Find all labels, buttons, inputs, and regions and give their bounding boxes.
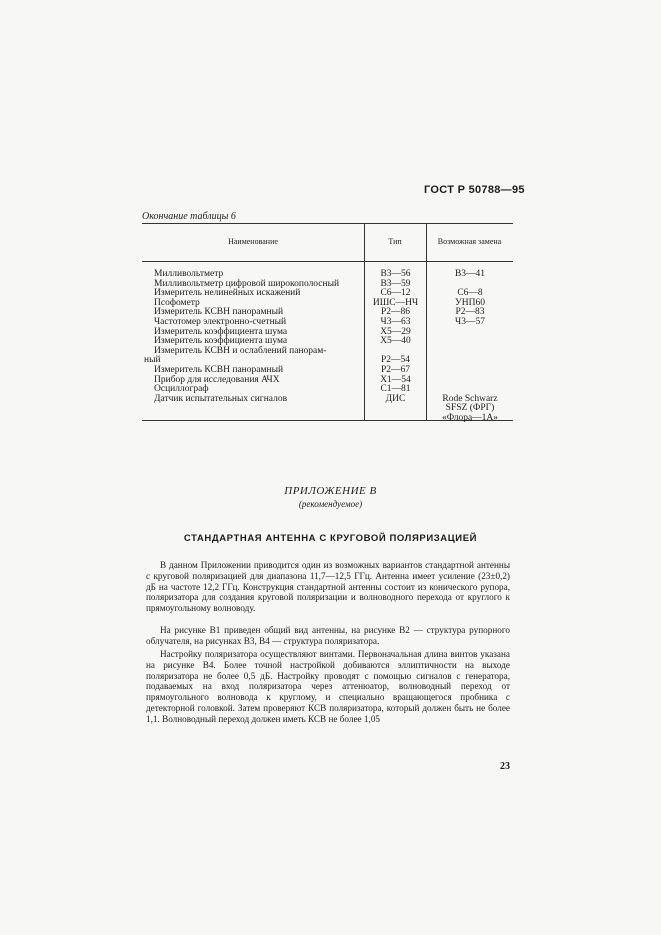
table-cell-type: В3—56: [380, 269, 411, 279]
appendix-title: ПРИЛОЖЕНИЕ В: [284, 485, 377, 497]
table-cell-name: Датчик испытательных сигналов: [154, 393, 288, 404]
table-cell-type: В3—59: [380, 278, 411, 289]
column-header-type: Тип: [388, 237, 402, 246]
table-cell-replacement: SFSZ (ФРГ): [445, 403, 495, 414]
table-cell-type: Р2—67: [380, 365, 411, 375]
table-cell-type: С1—81: [380, 384, 411, 395]
appendix-subtitle: (рекомендуемое): [298, 499, 363, 509]
table-cell-replacement: Р2—83: [455, 307, 485, 318]
table-cell-name: Измеритель КСВН панорамный: [154, 307, 284, 318]
table-header-border: [142, 261, 513, 262]
table-cell-name: Измеритель коэффициента шума: [154, 326, 288, 337]
paragraph: Настройку поляризатора осуществляют винтами. Первоначальная длина винтов указана на рисунке В4. Более точной настройкой добиваются эллиптичности на выходе поляризатора не более 0,5 дБ. Настройку проводят с помощью сигналов с генератора, подаваемых на вход поляризатора через аттенюатор, волноводный переход от прямоугольного волновода к круглому, и специально вращающегося пробника с детекторной головкой. Затем проверяют КСВ поляризатора, который должен быть не более 1,1. Волноводный переход должен иметь КСВ не более 1,05: [146, 649, 510, 724]
table-cell-name: Частотомер электронно-счетный: [154, 317, 287, 327]
equipment-table: [142, 223, 513, 421]
table-cell-type: С6—12: [380, 288, 411, 299]
column-header-replacement: Возможная замена: [437, 237, 502, 246]
table-cell-replacement: УНП60: [455, 297, 485, 308]
table-cell-replacement: В3—41: [454, 269, 486, 279]
table-cell-name: ный: [144, 355, 161, 366]
table-cell-type: Х5—40: [380, 336, 411, 347]
table-cell-name: Измеритель нелинейных искажений: [154, 288, 301, 299]
table-cell-type: ДИС: [385, 393, 406, 404]
table-caption: Окончание таблицы 6: [142, 211, 236, 222]
table-cell-name: Милливольтметр цифровой широкополосный: [154, 278, 340, 289]
table-cell-type: Х5—29: [380, 326, 411, 337]
table-cell-type: Х1—54: [380, 374, 411, 385]
table-cell-name: Измеритель КСВН и ослаблений панорам-: [154, 345, 327, 356]
table-cell-replacement: Ч3—57: [455, 317, 485, 327]
column-header-name: Наименование: [228, 237, 278, 246]
paragraph: На рисунке В1 приведен общий вид антенны, на рисунке В2 — структура рупорного облучателя, на рисунках В3, В4 — структура поляризатора.: [146, 625, 510, 646]
document-number: ГОСТ Р 50788—95: [424, 184, 525, 196]
table-cell-name: Измеритель КСВН панорамный: [154, 365, 284, 375]
table-cell-type: Р2—86: [380, 307, 411, 318]
table-cell-replacement: Rode Schwarz: [442, 393, 498, 404]
table-cell-name: Измеритель коэффициента шума: [154, 336, 288, 347]
table-cell-type: ИШС—НЧ: [372, 297, 419, 308]
table-cell-name: Осциллограф: [154, 384, 209, 395]
table-cell-replacement: «Флора—1А»: [441, 413, 499, 423]
page-number: 23: [500, 761, 510, 772]
table-cell-name: Псофометр: [154, 297, 200, 308]
table-cell-type: Р2—54: [380, 355, 411, 366]
section-title: СТАНДАРТНАЯ АНТЕННА С КРУГОВОЙ ПОЛЯРИЗАЦИЕЙ: [183, 533, 478, 544]
table-cell-name: Прибор для исследования АЧХ: [154, 374, 280, 385]
table-cell-name: Милливольтметр: [154, 269, 224, 279]
table-top-border: [142, 223, 513, 224]
table-cell-replacement: С6—8: [457, 288, 483, 299]
paragraph: В данном Приложении приводится один из возможных вариантов стандартной антенны с круговой поляризацией для диапазона 11,7—12,5 ГГц. Антенна имеет усиление (23±0,2) дБ на частоте 12,2 ГГц. Конструкция стандартной антенны состоит из конического рупора, поляризатора для создания круговой поляризации и волноводного перехода от круглого к прямоугольному волноводу.: [146, 560, 510, 614]
table-cell-type: Ч3—63: [380, 317, 411, 327]
